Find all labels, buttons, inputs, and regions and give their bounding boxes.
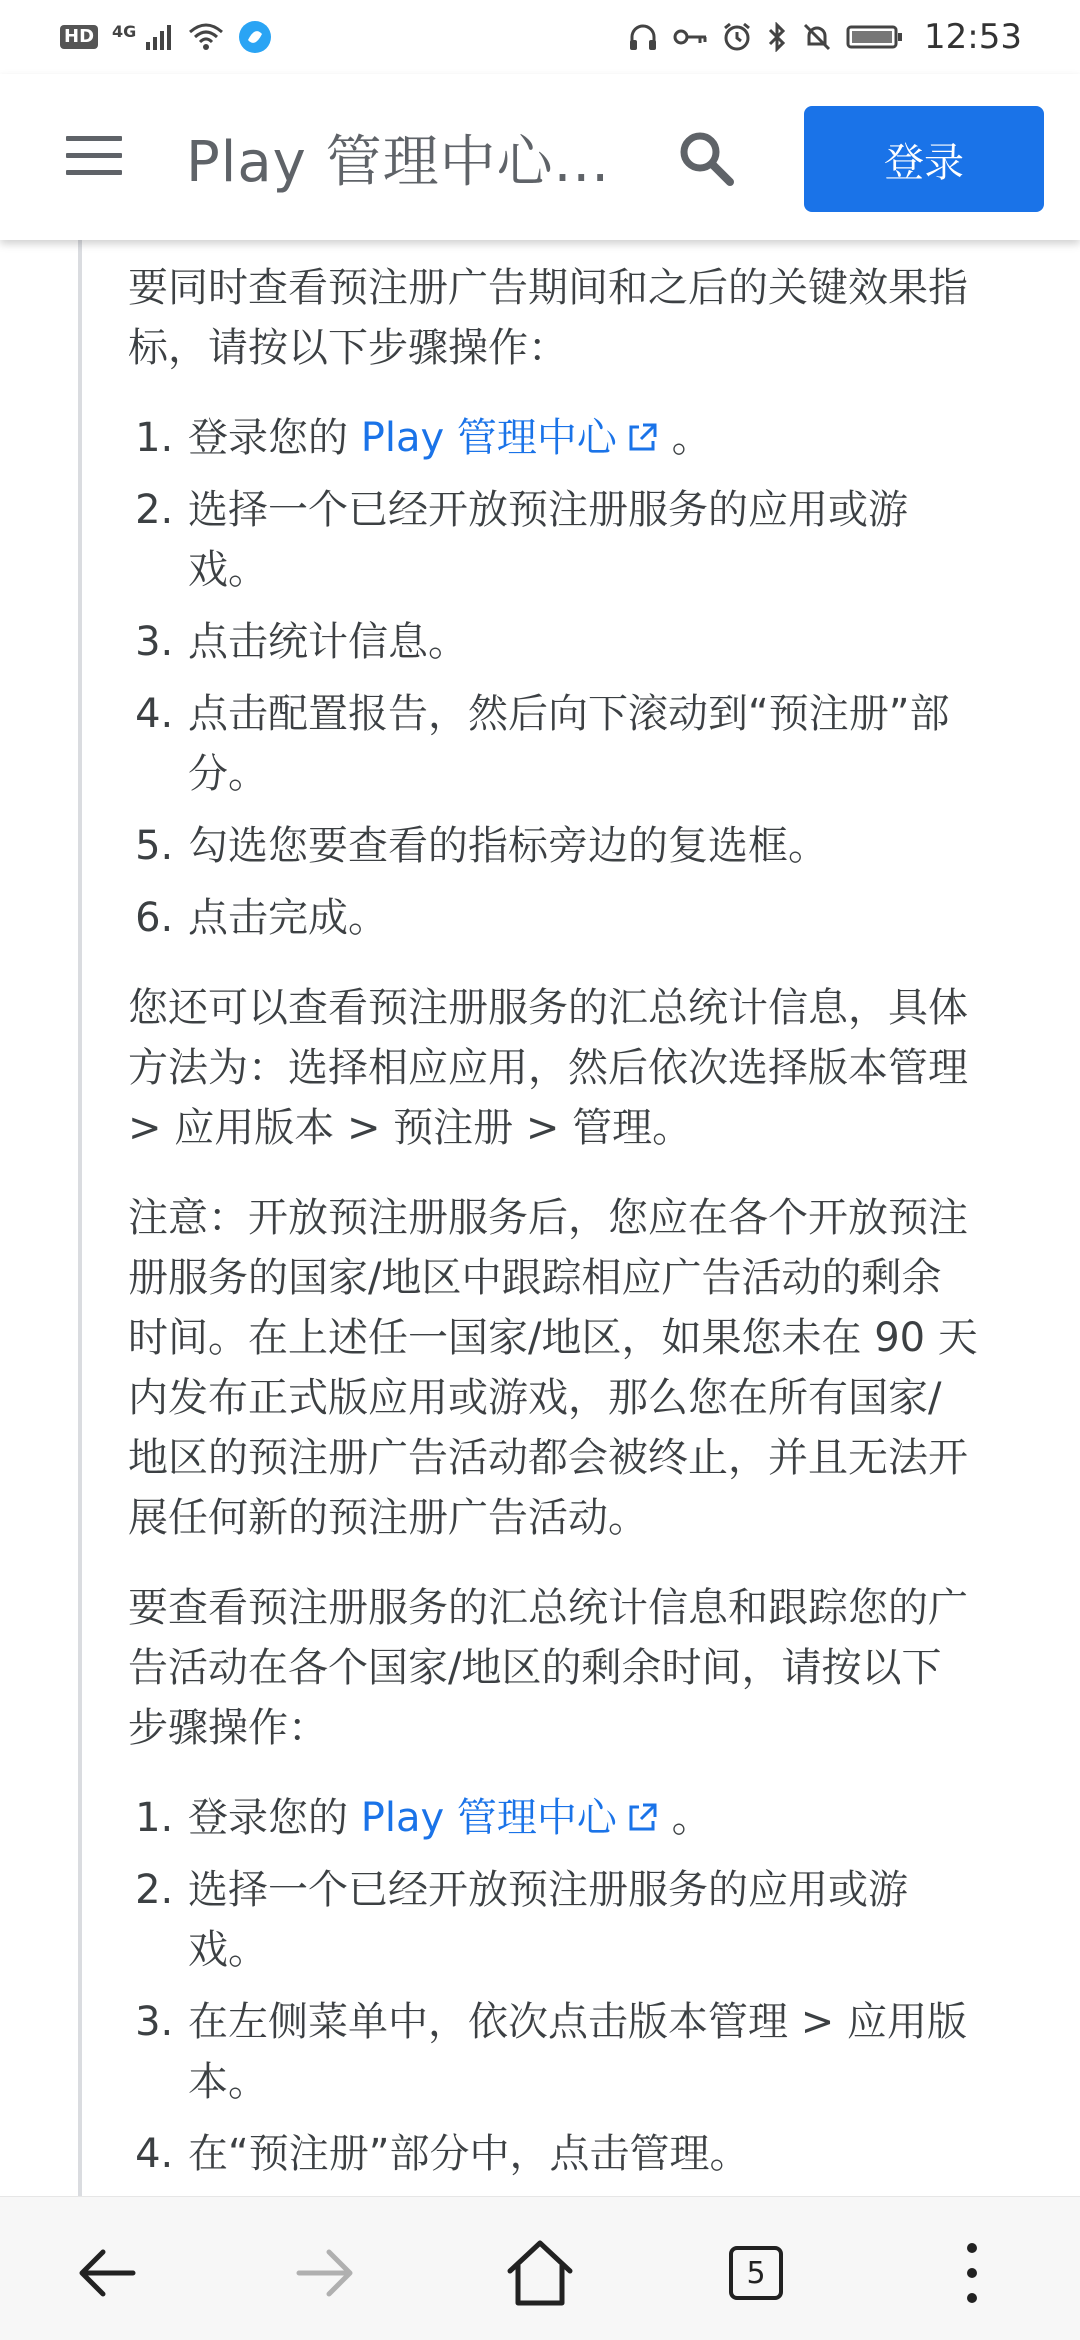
link-text: Play 管理中心 (360, 415, 617, 461)
list-item: 4. 点击配置报告，然后向下滚动到“预注册”部分。 (186, 684, 978, 804)
step-text: 登录您的 (188, 415, 361, 461)
network-type: 4G (112, 21, 137, 41)
alarm-icon (722, 22, 752, 52)
status-bar (0, 0, 1080, 74)
hd-badge: HD (60, 25, 98, 49)
external-link-icon (625, 1801, 659, 1835)
app-bar (0, 74, 1080, 240)
tabs-button[interactable] (716, 2233, 796, 2313)
back-button[interactable] (68, 2233, 148, 2313)
menu-button[interactable] (66, 136, 122, 178)
list-item (186, 1788, 978, 1848)
external-link-icon (625, 421, 659, 455)
list-item: 4. 在“预注册”部分中，点击管理。 (186, 2124, 978, 2184)
battery-icon (846, 22, 904, 52)
home-button[interactable] (500, 2233, 580, 2313)
steps-list-1 (128, 408, 978, 948)
tab-count: 5 (729, 2246, 783, 2300)
content-divider (78, 240, 82, 2196)
wifi-icon (188, 22, 224, 52)
step-text: 。 (658, 1795, 712, 1841)
list-item (186, 408, 978, 468)
list-item: 2. 选择一个已经开放预注册服务的应用或游戏。 (186, 1860, 978, 1980)
home-icon (502, 2235, 578, 2311)
bottom-navigation (0, 2196, 1080, 2340)
clock: 12:53 (924, 17, 1022, 57)
play-console-link[interactable] (361, 1795, 659, 1841)
login-button[interactable]: 登录 (804, 106, 1044, 212)
search-icon (676, 128, 736, 188)
search-button[interactable] (676, 128, 736, 188)
mute-icon (802, 22, 832, 52)
arrow-left-icon (73, 2238, 143, 2308)
steps-list-2 (128, 1788, 978, 2184)
instructions-paragraph: 要查看预注册服务的汇总统计信息和跟踪您的广告活动在各个国家/地区的剩余时间，请按以下步骤操作： (128, 1585, 968, 1751)
menu-icon-line (66, 170, 122, 175)
play-console-link[interactable] (361, 415, 659, 461)
headphones-icon (628, 22, 658, 52)
article-text (128, 240, 978, 2196)
more-options-button[interactable] (932, 2233, 1012, 2313)
arrow-right-icon (289, 2238, 359, 2308)
bluetooth-icon (766, 22, 788, 52)
step-text: 。 (658, 415, 712, 461)
article-content (0, 240, 1080, 2196)
more-vertical-icon (952, 2238, 992, 2308)
app-notification-icon (238, 20, 272, 54)
step-text: 登录您的 (188, 1795, 361, 1841)
signal-icon (144, 22, 174, 52)
note-paragraph: 注意：开放预注册服务后，您应在各个开放预注册服务的国家/地区中跟踪相应广告活动的剩余时间。在上述任一国家/地区，如果您未在 90 天内发布正式版应用或游戏，那么您在所有国家/地区的预注册广告活动都会被终止，并且无法开展任何新的预注册广告活动。 (128, 1195, 978, 1541)
key-icon (672, 22, 708, 52)
menu-icon-line (66, 153, 122, 158)
list-item: 6. 点击完成。 (186, 888, 978, 948)
list-item: 5. 勾选您要查看的指标旁边的复选框。 (186, 816, 978, 876)
summary-paragraph: 您还可以查看预注册服务的汇总统计信息，具体方法为：选择相应应用，然后依次选择版本管理 > 应用版本 > 预注册 > 管理。 (128, 985, 968, 1151)
link-text: Play 管理中心 (360, 1795, 617, 1841)
forward-button[interactable] (284, 2233, 364, 2313)
page-title: Play 管理中心... (186, 130, 610, 195)
list-item: 3. 在左侧菜单中，依次点击版本管理 > 应用版本。 (186, 1992, 978, 2112)
list-item: 3. 点击统计信息。 (186, 612, 978, 672)
list-item: 2. 选择一个已经开放预注册服务的应用或游戏。 (186, 480, 978, 600)
intro-paragraph: 要同时查看预注册广告期间和之后的关键效果指标，请按以下步骤操作： (128, 265, 968, 371)
menu-icon-line (66, 136, 122, 141)
